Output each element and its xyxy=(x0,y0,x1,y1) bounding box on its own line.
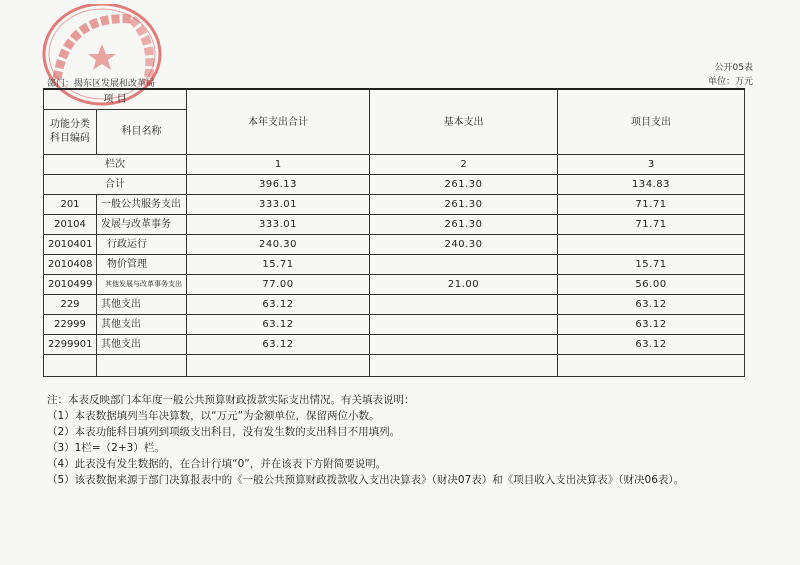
table-row xyxy=(44,275,745,295)
unit-label: 单位：万元 xyxy=(707,77,753,87)
total-project: 134.83 xyxy=(558,175,745,195)
index-2: 2 xyxy=(370,155,558,175)
item-header: 项 目 xyxy=(44,89,187,110)
row-name: 其他支出 xyxy=(97,315,187,335)
row-project: 71.71 xyxy=(558,215,745,235)
department-label: 部门：揭东区发展和改革局 xyxy=(47,79,156,89)
table-row xyxy=(44,355,745,377)
row-project: 63.12 xyxy=(558,335,745,355)
index-row xyxy=(44,155,745,175)
expenditure-table xyxy=(43,88,745,377)
row-basic: 21.00 xyxy=(370,275,558,295)
row-basic xyxy=(370,295,558,315)
subject-name-header: 科目名称 xyxy=(97,110,187,155)
row-total: 15.71 xyxy=(187,255,370,275)
row-total: 333.01 xyxy=(187,215,370,235)
row-basic xyxy=(370,255,558,275)
table-row xyxy=(44,255,745,275)
row-project: 63.12 xyxy=(558,295,745,315)
index-label: 栏次 xyxy=(44,155,187,175)
row-code xyxy=(44,355,97,377)
row-project: 71.71 xyxy=(558,195,745,215)
table-header-row xyxy=(44,89,745,110)
row-project: 56.00 xyxy=(558,275,745,295)
row-total: 63.12 xyxy=(187,295,370,315)
form-number: 公开05表 xyxy=(714,63,753,73)
note-line: （4）此表没有发生数据的，在合计行填“0”，并在该表下方附简要说明。 xyxy=(47,458,387,470)
note-line: 注：本表反映部门本年度一般公共预算财政拨款实际支出情况。有关填表说明： xyxy=(47,394,415,406)
row-name: 物价管理 xyxy=(97,255,187,275)
table-row xyxy=(44,315,745,335)
row-basic xyxy=(370,355,558,377)
row-name: 行政运行 xyxy=(97,235,187,255)
row-project xyxy=(558,355,745,377)
row-total: 63.12 xyxy=(187,315,370,335)
row-total: 63.12 xyxy=(187,335,370,355)
note-line: （1）本表数据填列当年决算数，以“万元”为金额单位，保留两位小数。 xyxy=(47,410,380,422)
row-code: 2010408 xyxy=(44,255,97,275)
row-total: 240.30 xyxy=(187,235,370,255)
row-name: 发展与改革事务 xyxy=(97,215,187,235)
row-code: 20104 xyxy=(44,215,97,235)
row-code: 229 xyxy=(44,295,97,315)
row-basic: 261.30 xyxy=(370,215,558,235)
total-label: 合计 xyxy=(44,175,187,195)
index-3: 3 xyxy=(558,155,745,175)
note-line: （3）1栏=（2+3）栏。 xyxy=(47,442,165,454)
note-line: （2）本表功能科目填列到项级支出科目，没有发生数的支出科目不用填列。 xyxy=(47,426,401,438)
row-name: 其他支出 xyxy=(97,295,187,315)
row-name: 其他发展与改革事务支出 xyxy=(97,275,187,295)
row-name: 其他支出 xyxy=(97,335,187,355)
table-notes xyxy=(47,392,684,488)
row-code: 2299901 xyxy=(44,335,97,355)
row-basic xyxy=(370,315,558,335)
total-row xyxy=(44,175,745,195)
table-row xyxy=(44,235,745,255)
row-code: 22999 xyxy=(44,315,97,335)
total-column-header: 本年支出合计 xyxy=(187,89,370,155)
basic-column-header: 基本支出 xyxy=(370,89,558,155)
row-basic: 240.30 xyxy=(370,235,558,255)
note-line: （5）该表数据来源于部门决算报表中的《一般公共预算财政拨款收入支出决算表》（财决07表）和《项目收入支出决算表》（财决06表）。 xyxy=(47,474,685,486)
row-code: 201 xyxy=(44,195,97,215)
row-name xyxy=(97,355,187,377)
row-basic xyxy=(370,335,558,355)
row-total xyxy=(187,355,370,377)
row-code: 2010401 xyxy=(44,235,97,255)
row-project xyxy=(558,235,745,255)
table-row xyxy=(44,295,745,315)
index-1: 1 xyxy=(187,155,370,175)
row-total: 333.01 xyxy=(187,195,370,215)
row-code: 2010499 xyxy=(44,275,97,295)
table-row xyxy=(44,195,745,215)
total-basic: 261.30 xyxy=(370,175,558,195)
row-total: 77.00 xyxy=(187,275,370,295)
project-column-header: 项目支出 xyxy=(558,89,745,155)
row-name: 一般公共服务支出 xyxy=(97,195,187,215)
row-basic: 261.30 xyxy=(370,195,558,215)
table-row xyxy=(44,335,745,355)
total-total: 396.13 xyxy=(187,175,370,195)
row-project: 15.71 xyxy=(558,255,745,275)
func-code-header: 功能分类科目编码 xyxy=(44,110,97,155)
table-row xyxy=(44,215,745,235)
row-project: 63.12 xyxy=(558,315,745,335)
